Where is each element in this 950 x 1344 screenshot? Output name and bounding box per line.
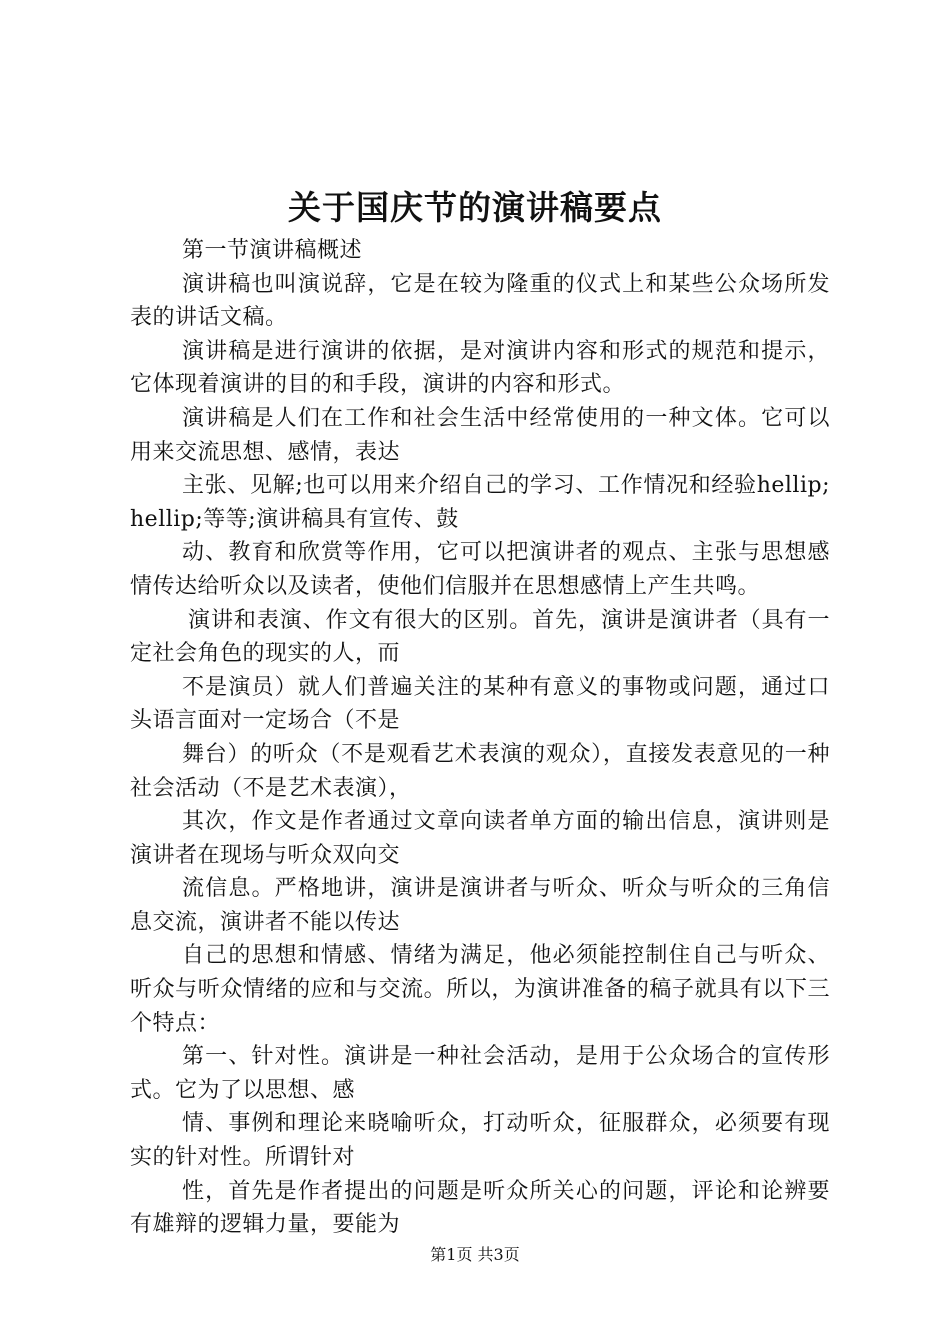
paragraph: 演讲和表演、作文有很大的区别。首先，演讲是演讲者（具有一定社会角色的现实的人，而: [130, 607, 830, 667]
paragraph: 主张、见解;也可以用来介绍自己的学习、工作情况和经验hellip;hellip;等等;演讲稿具有宣传、鼓: [130, 473, 830, 532]
paragraph: 自己的思想和情感、情绪为满足，他必须能控制住自己与听众、听众与听众情绪的应和与交流。所以，为演讲准备的稿子就具有以下三个特点：: [130, 943, 830, 1036]
document-body: [130, 234, 830, 1242]
page-number-footer: 第1页 共3页: [430, 1245, 520, 1264]
paragraph: 性，首先是作者提出的问题是听众所关心的问题，评论和论辨要有雄辩的逻辑力量，要能为: [130, 1178, 830, 1238]
paragraph: 其次，作文是作者通过文章向读者单方面的输出信息，演讲则是演讲者在现场与听众双向交: [130, 809, 830, 868]
paragraph: 第一、针对性。演讲是一种社会活动，是用于公众场合的宣传形式。它为了以思想、感: [130, 1044, 830, 1103]
paragraph: 流信息。严格地讲，演讲是演讲者与听众、听众与听众的三角信息交流，演讲者不能以传达: [130, 876, 830, 935]
paragraph: 不是演员）就人们普遍关注的某种有意义的事物或问题，通过口头语言面对一定场合（不是: [130, 674, 830, 734]
document-title: 关于国庆节的演讲稿要点: [288, 188, 662, 227]
paragraph: 动、教育和欣赏等作用，它可以把演讲者的观点、主张与思想感情传达给听众以及读者，使他们信服并在思想感情上产生共鸣。: [130, 540, 830, 599]
paragraph: 情、事例和理论来晓喻听众，打动听众，征服群众，必须要有现实的针对性。所谓针对: [130, 1111, 830, 1171]
paragraph-section-heading: 第一节演讲稿概述: [182, 238, 363, 263]
paragraph: 演讲稿是进行演讲的依据，是对演讲内容和形式的规范和提示，它体现着演讲的目的和手段，演讲的内容和形式。: [130, 338, 830, 398]
paragraph: 演讲稿是人们在工作和社会生活中经常使用的一种文体。它可以用来交流思想、感情，表达: [130, 405, 830, 465]
paragraph: 演讲稿也叫演说辞，它是在较为隆重的仪式上和某些公众场所发表的讲话文稿。: [130, 271, 830, 331]
paragraph: 舞台）的听众（不是观看艺术表演的观众），直接发表意见的一种社会活动（不是艺术表演），: [130, 741, 830, 801]
